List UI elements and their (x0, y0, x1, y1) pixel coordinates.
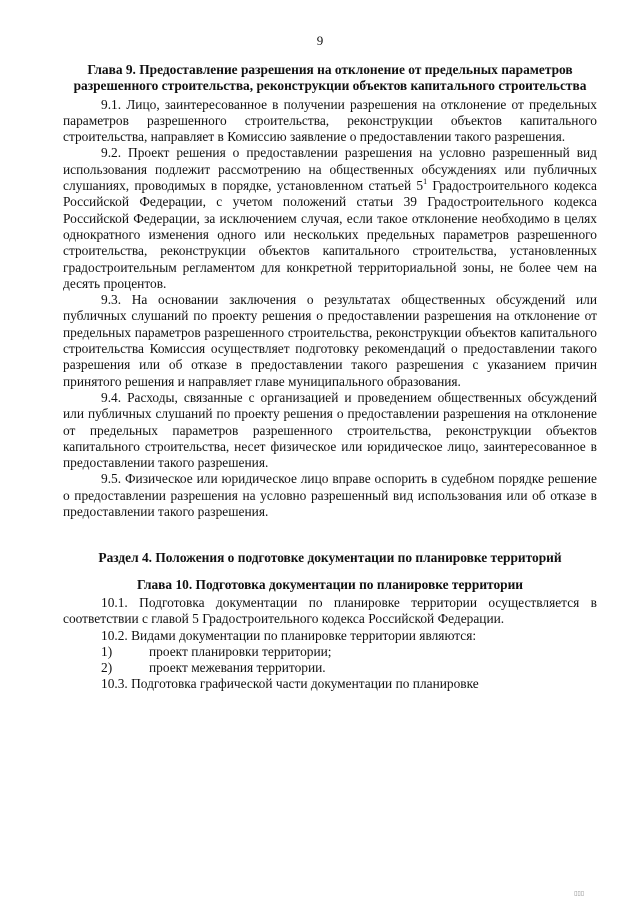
paragraph-10-3: 10.3. Подготовка графической части документации по планировке (101, 676, 479, 692)
chapter-9-title: Глава 9. Предоставление разрешения на отклонение от предельных параметров разрешенного строительства, реконструкции объектов капитального строительства (73, 62, 587, 94)
document-body (63, 62, 597, 693)
page-number: 9 (316, 33, 324, 48)
list-item (63, 660, 597, 676)
paragraph-9-3: 9.3. На основании заключения о результатах общественных обсуждений или публичных слушаний по проекту решения о предоставлении разрешения на отклонение от предельных параметров разрешенного строительства, реконструкции объектов капитального строительства Комиссия осуществляет подготовку рекомендаций о предоставлении такого разрешения или об отказе в предоставлении такого разрешения с указанием причин принятого решения и направляет главе муниципального образования. (63, 292, 597, 389)
chapter-10-title: Глава 10. Подготовка документации по планировке территории (136, 576, 524, 592)
paragraph-9-4: 9.4. Расходы, связанные с организацией и проведением общественных обсуждений или публичных слушаний по проекту решения о предоставлении разрешения на отклонение от предельных параметров разрешенного строительства, реконструкции объектов капитального строительства, несет физическое или юридическое лицо, заинтересованное в предоставлении такого разрешения. (63, 389, 597, 471)
article-superscript: 1 (423, 177, 428, 187)
paragraph-9-5: 9.5. Физическое или юридическое лицо вправе оспорить в судебном порядке решение о предоставлении разрешения на условно разрешенный вид использования или об отказе в предоставлении такого разрешения. (63, 471, 597, 520)
paragraph-9-2-start: 9.2. Проект решения о предоставлении разрешения на условно разрешенный вид использования подлежит рассмотрению на общественных обсуждениях или публичных слушаниях, проводимых в порядке, установленном статьей 5 (63, 145, 597, 194)
list-item (63, 644, 597, 660)
list-item-text: проект межевания территории. (149, 660, 326, 676)
scan-corner-mark: ▯▯▯ (574, 891, 584, 897)
list-item-number: 2) (101, 660, 113, 676)
paragraph-9-1: 9.1. Лицо, заинтересованное в получении разрешения на отклонение от предельных параметров разрешенного строительства, реконструкции объектов капитального строительства, направляет в Комиссию заявление о предоставлении такого разрешения. (63, 96, 597, 145)
paragraph-10-2: 10.2. Видами документации по планировке территории являются: (101, 627, 477, 643)
list-item-text: проект планировки территории; (149, 643, 332, 659)
section-4-title: Раздел 4. Положения о подготовке документации по планировке территорий (98, 550, 562, 566)
list-item-number: 1) (101, 643, 113, 659)
paragraph-10-1: 10.1. Подготовка документации по планировке территории осуществляется в соответствии с главой 5 Градостроительного кодекса Российской Федерации. (63, 594, 597, 627)
paragraph-9-2-end: Градостроительного кодекса Российской Федерации, с учетом положений статьи 39 Градостроительного кодекса Российской Федерации, за исключением случая, если такое отклонение необходимо в целях однократного изменения одного или нескольких предельных параметров разрешенного строительства, реконструкции объектов капитального строительства, установленных градостроительным регламентом для конкретной территориальной зоны, не более чем на десять процентов. (63, 178, 597, 291)
paragraph-9-2 (63, 145, 597, 292)
